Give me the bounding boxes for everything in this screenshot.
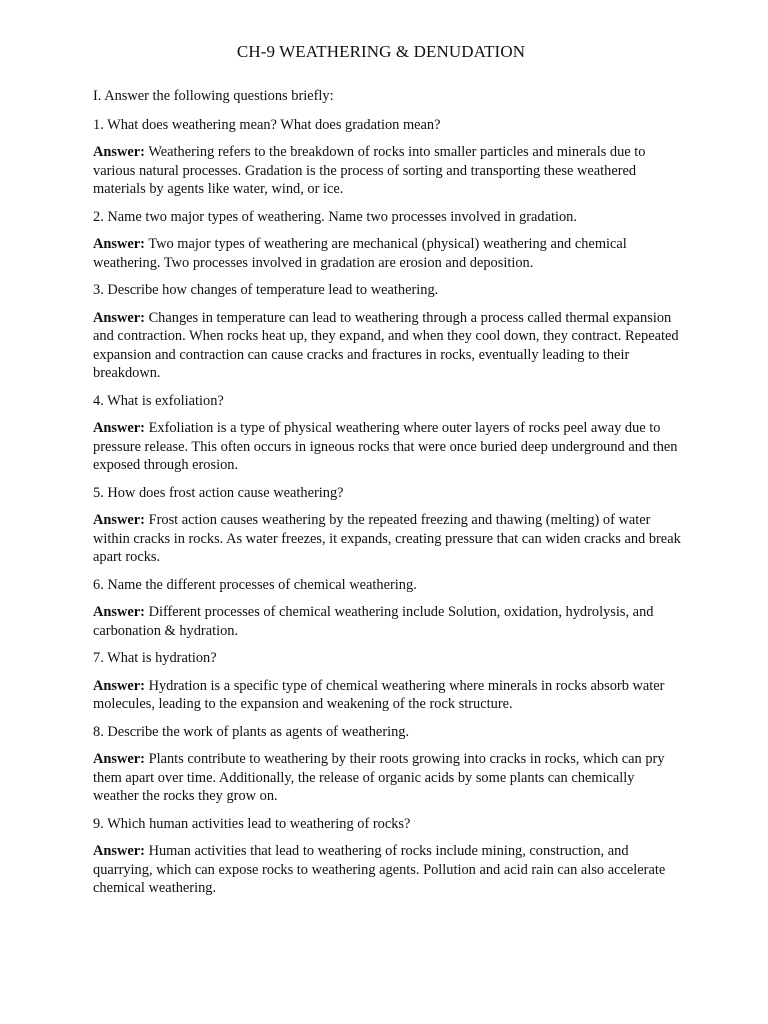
answer-paragraph (93, 677, 683, 714)
answer-text: Human activities that lead to weathering of rocks include mining, construction, and quarrying, which can expose rocks to weathering agents. Pollution and acid rain can also accelerate chemical weathering. (93, 843, 666, 896)
answer-text: Changes in temperature can lead to weathering through a process called thermal expansion and contraction. When rocks heat up, they expand, and when they cool down, they contract. Repeated expansion and contraction can cause cracks and fractures in rocks, eventually leading to their breakdown. (93, 309, 679, 381)
answer-text: Different processes of chemical weathering include Solution, oxidation, hydrolysis, and carbonation & hydration. (93, 604, 654, 639)
answer-label: Answer: (93, 677, 145, 694)
answer-label: Answer: (93, 309, 145, 326)
question-text: 6. Name the different processes of chemical weathering. (93, 576, 417, 593)
answer-paragraph (93, 603, 683, 640)
answer-paragraph (93, 842, 683, 898)
answer-label: Answer: (93, 420, 145, 436)
answer-text: Two major types of weathering are mechanical (physical) weathering and chemical weathering. Two processes involved in gradation are erosion and deposition. (93, 236, 627, 271)
question-text: 7. What is hydration? (93, 650, 217, 666)
answer-text: Exfoliation is a type of physical weathering where outer layers of rocks peel away due to pressure release. This often occurs in igneous rocks that were once buried deep underground and then exposed through erosion. (93, 420, 678, 473)
answer-text: Weathering refers to the breakdown of rocks into smaller particles and minerals due to various natural processes. Gradation is the process of sorting and transporting these weathered materials by agents like water, wind, or ice. (93, 144, 646, 197)
qa-list (93, 116, 683, 898)
answer-paragraph (93, 750, 683, 806)
answer-text: Hydration is a specific type of chemical weathering where minerals in rocks absorb water molecules, leading to the expansion and weakening of the rock structure. (93, 677, 665, 712)
question-text: 1. What does weathering mean? What does gradation mean? (93, 116, 441, 133)
answer-label: Answer: (93, 604, 145, 620)
question-text: 8. Describe the work of plants as agents of weathering. (93, 723, 410, 740)
section-heading: I. Answer the following questions briefly: (93, 88, 334, 104)
document-title: CH-9 WEATHERING & DENUDATION (236, 42, 526, 61)
question-text: 3. Describe how changes of temperature lead to weathering. (93, 282, 439, 298)
question-text: 5. How does frost action cause weathering? (93, 484, 344, 501)
question-text: 4. What is exfoliation? (93, 392, 224, 409)
answer-label: Answer: (93, 236, 145, 252)
document-body (93, 87, 683, 907)
answer-paragraph (93, 143, 683, 199)
answer-text: Frost action causes weathering by the repeated freezing and thawing (melting) of water within cracks in rocks. As water freezes, it expands, creating pressure that can widen cracks and break apart rocks. (93, 512, 681, 565)
answer-label: Answer: (93, 144, 145, 160)
answer-text: Plants contribute to weathering by their roots growing into cracks in rocks, which can pry them apart over time. Additionally, the release of organic acids by some plants can chemically weather the rocks they grow on. (93, 751, 665, 804)
answer-paragraph (93, 419, 683, 475)
answer-label: Answer: (93, 512, 145, 528)
answer-paragraph (93, 511, 683, 567)
question-text: 9. Which human activities lead to weathering of rocks? (93, 815, 411, 832)
answer-paragraph (93, 235, 683, 272)
answer-paragraph (93, 309, 683, 383)
answer-label: Answer: (93, 843, 145, 859)
answer-label: Answer: (93, 751, 145, 767)
question-text: 2. Name two major types of weathering. Name two processes involved in gradation. (93, 208, 577, 225)
